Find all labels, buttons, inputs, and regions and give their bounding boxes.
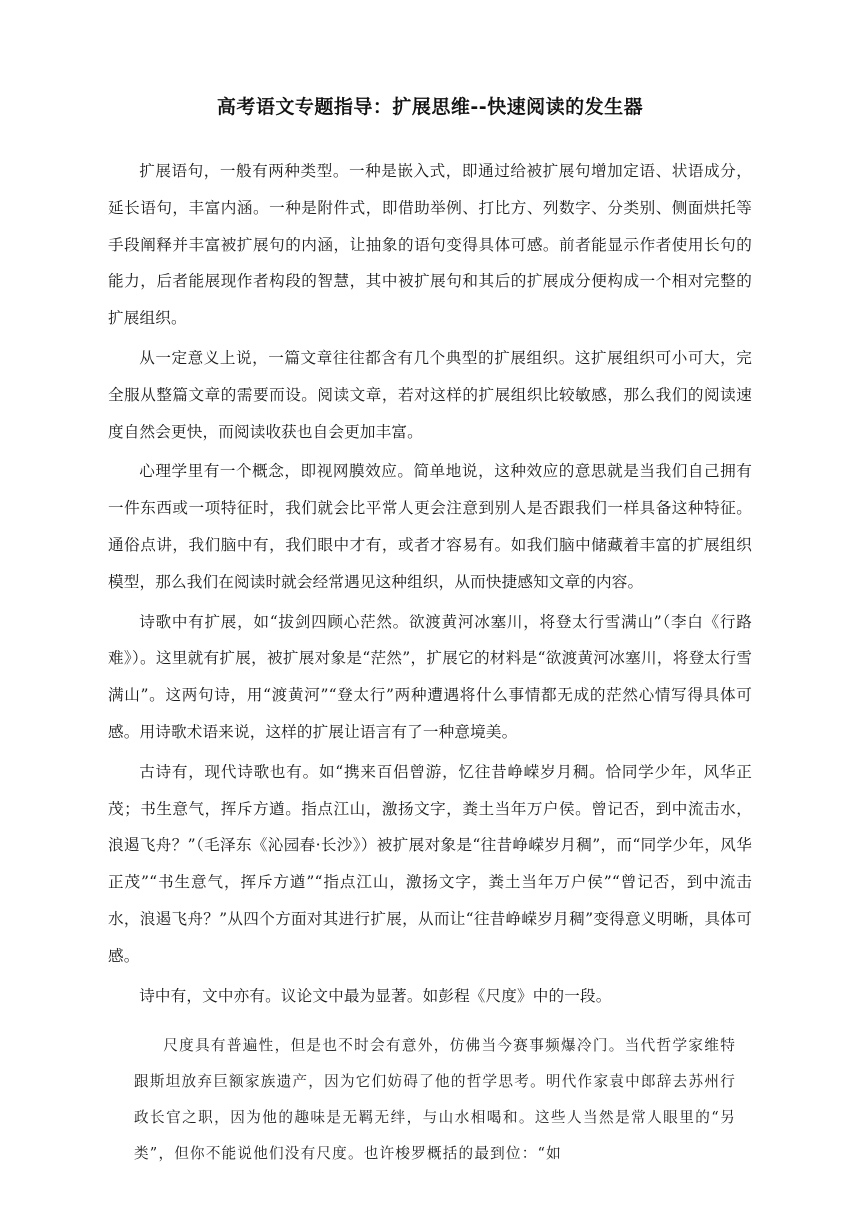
- paragraph-3: 心理学里有一个概念，即视网膜效应。简单地说，这种效应的意思就是当我们自己拥有一件东西或一项特征时，我们就会比平常人更会注意到别人是否跟我们一样具备这种特征。通俗点讲，我们脑中有，我们眼中才有，或者才容易有。如我们脑中储藏着丰富的扩展组织模型，那么我们在阅读时就会经常遇见这种组织，从而快捷感知文章的内容。: [108, 462, 752, 591]
- page-title: 高考语文专题指导：扩展思维--快速阅读的发生器: [216, 96, 644, 118]
- paragraph-1: 扩展语句，一般有两种类型。一种是嵌入式，即通过给被扩展句增加定语、状语成分，延长语句，丰富内涵。一种是附件式，即借助举例、打比方、列数字、分类别、侧面烘托等手段阐释并丰富被扩展句的内涵，让抽象的语句变得具体可感。前者能显示作者使用长句的能力，后者能展现作者构段的智慧，其中被扩展句和其后的扩展成分便构成一个相对完整的扩展组织。: [108, 162, 752, 328]
- paragraph-5: 古诗有，现代诗歌也有。如“携来百侣曾游，忆往昔峥嵘岁月稠。恰同学少年，风华正茂；书生意气，挥斥方遒。指点江山，激扬文字，粪土当年万户侯。曾记否，到中流击水，浪遏飞舟？”（毛泽东《沁园春·长沙》）被扩展对象是“往昔峥嵘岁月稠”，而“同学少年，风华正茂”“书生意气，挥斥方遒”“指点江山，激扬文字，粪土当年万户侯”“曾记否，到中流击水，浪遏飞舟？”从四个方面对其进行扩展，从而让“往昔峥嵘岁月稠”变得意义明晰，具体可感。: [108, 762, 752, 965]
- paragraph-4: 诗歌中有扩展，如“拔剑四顾心茫然。欲渡黄河冰塞川，将登太行雪满山”（李白《行路难》）。这里就有扩展，被扩展对象是“茫然”，扩展它的材料是“欲渡黄河冰塞川，将登太行雪满山”。这两句诗，用“渡黄河”“登太行”两种遭遇将什么事情都无成的茫然心情写得具体可感。用诗歌术语来说，这样的扩展让语言有了一种意境美。: [108, 612, 752, 741]
- quoted-excerpt: 尺度具有普遍性，但是也不时会有意外，仿佛当今赛事频爆冷门。当代哲学家维特跟斯坦放弃巨额家族遗产，因为它们妨碍了他的哲学思考。明代作家袁中郎辞去苏州行政长官之职，因为他的趣味是无羁无绊，与山水相喝和。这些人当然是常人眼里的“另类”，但你不能说他们没有尺度。也许梭罗概括的最到位：“如: [134, 1037, 736, 1163]
- paragraph-2: 从一定意义上说，一篇文章往往都含有几个典型的扩展组织。这扩展组织可小可大，完全服从整篇文章的需要而设。阅读文章，若对这样的扩展组织比较敏感，那么我们的阅读速度自然会更快，而阅读收获也自会更加丰富。: [108, 348, 752, 441]
- paragraph-6: 诗中有，文中亦有。议论文中最为显著。如彭程《尺度》中的一段。: [139, 986, 612, 1005]
